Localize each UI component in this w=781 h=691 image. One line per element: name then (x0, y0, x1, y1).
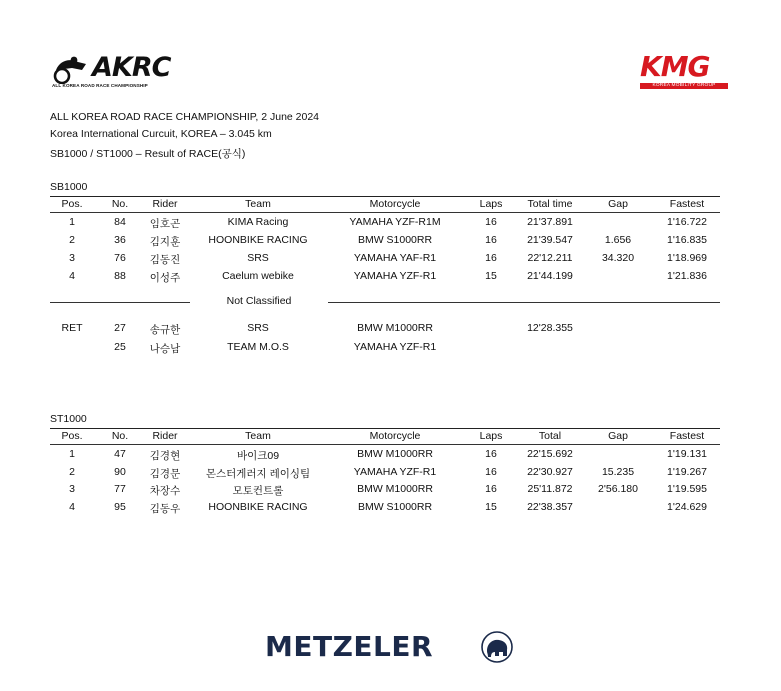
cell-no: 84 (114, 216, 126, 228)
cell-team: 모토컨트롤 (232, 485, 284, 498)
cell-no: 95 (114, 501, 126, 514)
cell-motorcycle: YAMAHA YAF-R1 (353, 252, 437, 264)
cell-fastest: 1'16.722 (667, 216, 707, 228)
cell-pos: 2 (69, 234, 75, 246)
motorcycle-rider-icon (52, 56, 92, 84)
not-classified-label: Not Classified (226, 295, 292, 307)
cell-rider: 김동진 (149, 254, 181, 266)
cell-fastest: 1'19.595 (667, 483, 707, 496)
cell-total-time: Total (538, 430, 562, 442)
cell-rider: 이성주 (149, 272, 181, 284)
event-venue: Korea International Curcuit, KOREA – 3.045 km (50, 128, 272, 140)
cell-laps: Laps (479, 430, 503, 442)
st1000-label: ST1000 (50, 413, 87, 425)
cell-motorcycle: BMW M1000RR (357, 448, 433, 460)
cell-total-time: 25'11.872 (527, 483, 573, 496)
cell-gap: 1.656 (604, 234, 632, 246)
table-top-rule (50, 428, 720, 429)
cell-rider: 나승남 (149, 343, 181, 355)
cell-rider: 김동우 (149, 503, 181, 516)
cell-team: 몬스터게러지 레이싱팀 (205, 467, 311, 480)
cell-pos: Pos. (61, 198, 83, 210)
cell-rider: 차장수 (149, 485, 181, 498)
table-row (50, 483, 720, 500)
cell-motorcycle: Motorcycle (369, 430, 421, 442)
cell-pos: RET (61, 322, 83, 334)
cell-fastest: 1'16.835 (667, 234, 707, 246)
cell-fastest: 1'18.969 (667, 252, 707, 264)
table-header-rule (50, 212, 720, 213)
kmg-logo-text: KMG (640, 50, 710, 83)
cell-gap: 15.235 (601, 465, 635, 478)
event-class: SB1000 / ST1000 – Result of RACE(공식) (50, 148, 246, 160)
cell-motorcycle: Motorcycle (369, 198, 421, 210)
akrc-logo-subtitle: ALL KOREA ROAD RACE CHAMPIONSHIP (52, 83, 148, 88)
table-row (50, 322, 720, 339)
cell-pos: 4 (69, 270, 75, 282)
cell-rider: 임호곤 (149, 218, 181, 230)
cell-team: TEAM M.O.S (227, 341, 289, 353)
table-top-rule (50, 196, 720, 197)
cell-pos: 2 (69, 465, 75, 478)
cell-rider: Rider (152, 198, 178, 210)
cell-laps: 16 (485, 483, 497, 496)
cell-laps: 15 (485, 270, 497, 282)
cell-motorcycle: BMW M1000RR (357, 322, 433, 334)
cell-total-time: Total time (527, 198, 573, 210)
cell-total-time: 12'28.355 (527, 322, 573, 334)
cell-fastest: 1'24.629 (667, 501, 707, 514)
cell-gap: Gap (608, 430, 628, 442)
cell-total-time: 22'15.692 (527, 448, 573, 460)
cell-total-time: 21'39.547 (527, 234, 573, 246)
table-row (50, 448, 720, 465)
cell-laps: 16 (485, 448, 497, 460)
cell-motorcycle: YAMAHA YZF-R1 (353, 341, 437, 353)
cell-fastest: 1'21.836 (667, 270, 707, 282)
kmg-logo (640, 52, 730, 92)
cell-motorcycle: BMW M1000RR (357, 483, 433, 496)
table-header-rule (50, 444, 720, 445)
metzeler-logo-text: METZELER (265, 630, 434, 663)
cell-laps: Laps (479, 198, 503, 210)
cell-pos: Pos. (61, 430, 83, 442)
cell-no: 25 (114, 341, 126, 353)
table-row (50, 466, 720, 483)
cell-motorcycle: YAMAHA YZF-R1 (353, 465, 437, 478)
cell-team: HOONBIKE RACING (208, 501, 308, 514)
event-title: ALL KOREA ROAD RACE CHAMPIONSHIP, 2 June 2024 (50, 111, 320, 123)
cell-laps: 16 (485, 465, 497, 478)
cell-total-time: 22'12.211 (527, 252, 573, 264)
kmg-logo-subtitle: KOREA MOBILITY GROUP (640, 83, 728, 89)
elephant-icon (481, 631, 513, 663)
cell-team: SRS (247, 252, 269, 264)
table-row (50, 501, 720, 518)
akrc-logo-text: AKRC (92, 52, 171, 83)
cell-total-time: 21'37.891 (527, 216, 573, 228)
cell-motorcycle: BMW S1000RR (357, 234, 433, 246)
cell-gap: Gap (608, 198, 628, 210)
cell-team: Team (245, 430, 271, 442)
cell-laps: 16 (485, 216, 497, 228)
cell-no: No. (111, 198, 129, 210)
cell-motorcycle: BMW S1000RR (357, 501, 433, 514)
sb1000-label: SB1000 (50, 181, 88, 193)
cell-pos: 3 (69, 483, 75, 496)
st1000-table (50, 428, 720, 524)
cell-motorcycle: YAMAHA YZF-R1 (353, 270, 437, 282)
cell-gap: 34.320 (601, 252, 635, 264)
cell-pos: 1 (69, 216, 75, 228)
cell-total-time: 22'38.357 (527, 501, 573, 514)
cell-pos: 3 (69, 252, 75, 264)
not-classified-right-rule (328, 302, 720, 303)
cell-no: 77 (114, 483, 126, 496)
cell-fastest: Fastest (669, 430, 705, 442)
cell-rider: 김경현 (149, 450, 181, 462)
cell-no: 27 (114, 322, 126, 334)
cell-rider: 송규한 (149, 324, 181, 336)
cell-team: Team (245, 198, 271, 210)
table-row (50, 341, 720, 358)
cell-fastest: 1'19.267 (667, 465, 707, 478)
cell-total-time: 22'30.927 (527, 465, 573, 478)
cell-no: 90 (114, 465, 126, 478)
cell-fastest: Fastest (669, 198, 705, 210)
akrc-logo (50, 50, 180, 94)
cell-pos: 1 (69, 448, 75, 460)
cell-no: No. (111, 430, 129, 442)
cell-rider: Rider (152, 430, 178, 442)
cell-no: 88 (114, 270, 126, 282)
cell-team: KIMA Racing (227, 216, 289, 228)
cell-total-time: 21'44.199 (527, 270, 573, 282)
table-row (50, 270, 720, 287)
metzeler-logo (265, 630, 525, 670)
cell-pos: 4 (69, 501, 75, 514)
cell-motorcycle: YAMAHA YZF-R1M (349, 216, 441, 228)
cell-team: 바이크09 (236, 450, 280, 462)
cell-laps: 16 (485, 234, 497, 246)
cell-gap: 2'56.180 (598, 483, 638, 496)
cell-team: SRS (247, 322, 269, 334)
table-row (50, 252, 720, 269)
cell-no: 76 (114, 252, 126, 264)
cell-no: 36 (114, 234, 126, 246)
not-classified-left-rule (50, 302, 190, 303)
cell-team: Caelum webike (222, 270, 294, 282)
cell-rider: 김지훈 (149, 236, 181, 248)
cell-rider: 김경문 (149, 467, 181, 480)
table-row (50, 234, 720, 251)
cell-team: HOONBIKE RACING (208, 234, 308, 246)
cell-laps: 15 (485, 501, 497, 514)
sb1000-table (50, 196, 720, 366)
cell-no: 47 (114, 448, 126, 460)
cell-fastest: 1'19.131 (667, 448, 707, 460)
table-row (50, 216, 720, 233)
cell-laps: 16 (485, 252, 497, 264)
